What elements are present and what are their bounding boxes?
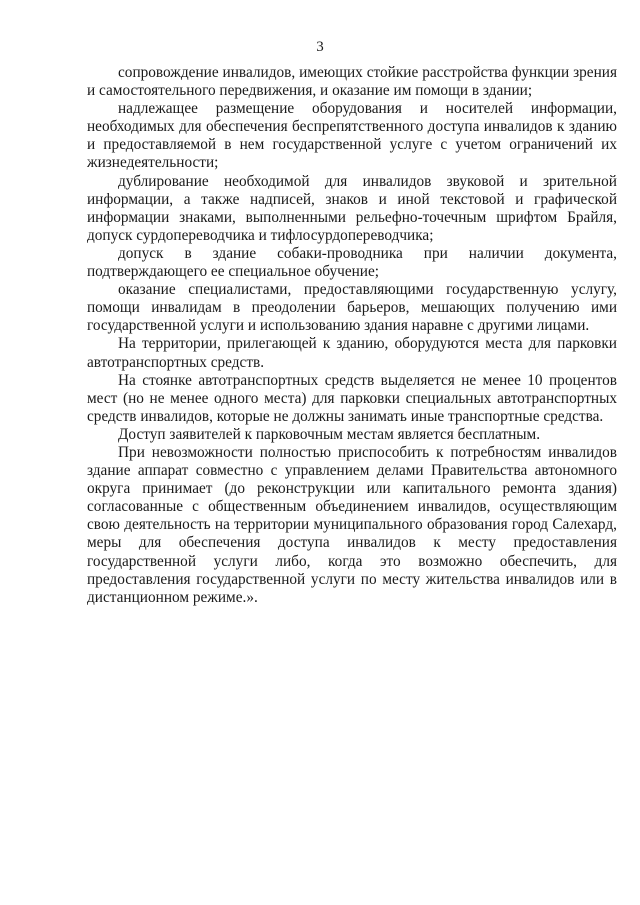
paragraph-guide-dog: допуск в здание собаки-проводника при наличии документа, подтверждающего ее специальное обучение; — [87, 244, 617, 281]
paragraph-specialist-assistance: оказание специалистами, предоставляющими государственную услугу, помощи инвалидам в преодолении барьеров, мешающих получению ими государственной услуги и использованию здания наравне с другими лицами. — [87, 281, 617, 335]
paragraph-equipment-placement: надлежащее размещение оборудования и носителей информации, необходимых для обеспечения беспрепятственного доступа инвалидов к зданию и предоставляемой в нем государственной услуге с учетом ограничений их жизнедеятельности; — [87, 100, 617, 172]
paragraph-escort: сопровождение инвалидов, имеющих стойкие расстройства функции зрения и самостоятельного передвижения, и оказание им помощи в здании; — [87, 64, 617, 100]
document-body — [87, 64, 617, 607]
page-number: 3 — [316, 39, 324, 55]
paragraph-duplication: дублирование необходимой для инвалидов звуковой и зрительной информации, а также надписей, знаков и иной текстовой и графической информации знаками, выполненными рельефно-точечным шрифтом Брайля, допуск сурдопереводчика и тифлосурдопереводчика; — [87, 172, 617, 244]
paragraph-free-parking: Доступ заявителей к парковочным местам является бесплатным. — [118, 425, 541, 443]
paragraph-parking-territory: На территории, прилегающей к зданию, оборудуются места для парковки автотранспортных средств. — [87, 335, 617, 371]
paragraph-parking-quota: На стоянке автотранспортных средств выделяется не менее 10 процентов мест (но не менее одного места) для парковки специальных автотранспортных средств инвалидов, которые не должны занимать иные транспортные средства. — [87, 371, 617, 425]
paragraph-adaptation-measures: При невозможности полностью приспособить к потребностям инвалидов здание аппарат совместно с управлением делами Правительства автономного округа принимает (до реконструкции или капитального ремонта здания) согласованные с общественным объединением инвалидов, осуществляющим свою деятельность на территории муниципального образования город Салехард, меры для обеспечения доступа инвалидов к месту предоставления государственной услуги либо, когда это возможно обеспечить, для предоставления государственной услуги по месту жительства инвалидов или в дистанционном режиме.». — [87, 443, 617, 606]
